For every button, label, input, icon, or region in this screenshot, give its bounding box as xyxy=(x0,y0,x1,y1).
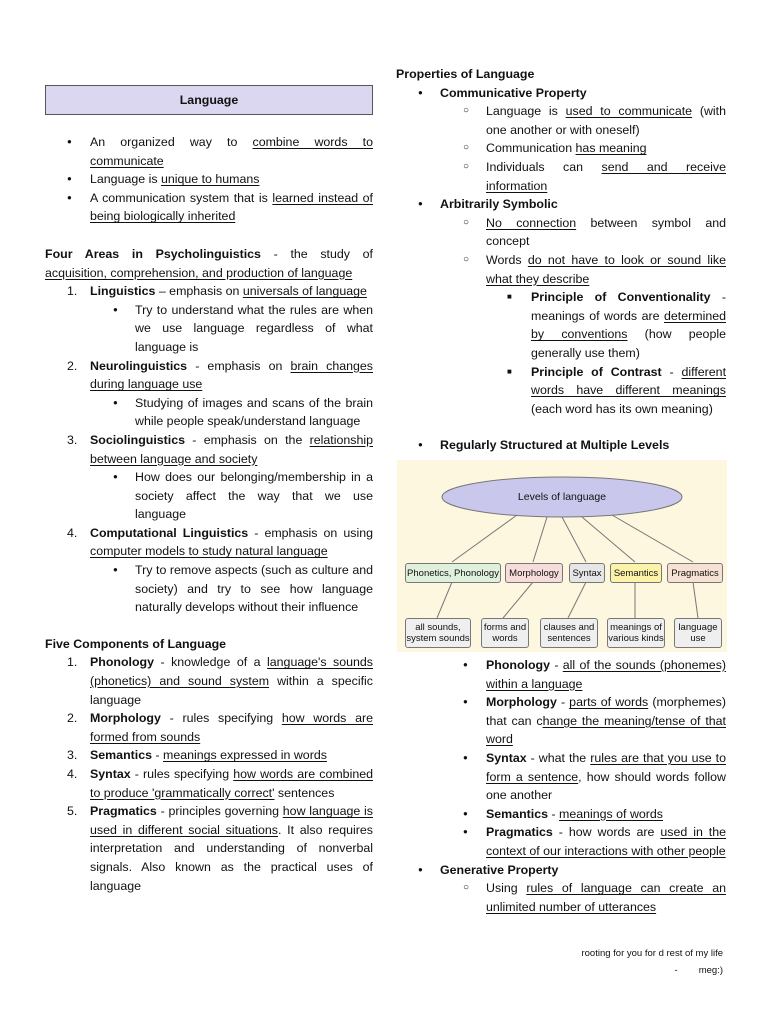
level-node: Semantics xyxy=(610,563,662,583)
level-node: Syntax xyxy=(569,563,605,583)
properties-heading: Properties of Language xyxy=(396,67,535,81)
list-item: ● Pragmatics - how words are used in the context of our interactions with other people xyxy=(396,823,726,860)
list-item: ● An organized way to combine words to communicate xyxy=(45,133,373,170)
list-item: 1. Linguistics – emphasis on universals of language xyxy=(67,284,367,299)
list-item: ● Syntax - what the rules are that you use to form a sentence, how should words follow one another xyxy=(396,749,726,805)
list-item: 2. Morphology - rules specifying how words are formed from sounds xyxy=(67,711,373,744)
list-item: ○ Individuals can send and receive information xyxy=(396,158,726,195)
property-label: ● Regularly Structured at Multiple Levels xyxy=(396,436,726,455)
sub-item: ● Try to understand what the rules are when we use language regardless of what language is xyxy=(45,301,373,357)
sub-item: ● Try to remove aspects (such as culture and society) and try to see how language naturally develops without their influence xyxy=(45,561,373,617)
list-item: ● Language is unique to humans xyxy=(45,170,373,189)
list-item: ○ Words do not have to look or sound like what they describe xyxy=(396,251,726,288)
left-column xyxy=(45,85,373,895)
property-label: ● Communicative Property xyxy=(396,84,726,103)
list-item: 5. Pragmatics - principles governing how language is used in different social situations. It also requires interpretation and understanding of nonverbal signals. Also known as the practical uses of language xyxy=(67,804,374,893)
list-item: ● Semantics - meanings of words xyxy=(396,805,726,824)
list-item: ○ Language is used to communicate (with one another or with oneself) xyxy=(396,102,726,139)
level-desc: forms and words xyxy=(481,618,529,648)
sub-item: ● How does our belonging/membership in a society affect the way that we use language xyxy=(45,468,373,524)
level-desc: all sounds, system sounds xyxy=(405,618,471,648)
right-column-lower xyxy=(396,656,726,916)
list-item: 4. Syntax - rules specifying how words are combined to produce 'grammatically correct' sentences xyxy=(67,767,373,800)
list-item: 2. Neurolinguistics - emphasis on brain changes during language use xyxy=(67,358,373,392)
level-node: Morphology xyxy=(505,563,563,583)
level-desc: clauses and sentences xyxy=(540,618,598,648)
properties-list xyxy=(396,84,726,455)
page-title: Language xyxy=(45,85,373,115)
list-item: ● A communication system that is learned instead of being biologically inherited xyxy=(45,189,373,226)
list-item: ● Morphology - parts of words (morphemes) that can change the meaning/tense of that word xyxy=(396,693,726,749)
four-areas-heading: Four Areas in Psycholinguistics - the study of acquisition, comprehension, and production of language xyxy=(45,246,373,280)
level-desc: language use xyxy=(674,618,722,648)
five-components-heading: Five Components of Language xyxy=(45,636,227,651)
list-item: ● Phonology - all of the sounds (phonemes) within a language xyxy=(396,656,726,693)
list-item: 3. Semantics - meanings expressed in words xyxy=(67,748,327,763)
footer-note: rooting for you for d rest of my life xyxy=(581,948,723,959)
list-item: 3. Sociolinguistics - emphasis on the relationship between language and society xyxy=(67,432,373,466)
level-desc: meanings of various kinds xyxy=(607,618,665,648)
property-label: ● Generative Property xyxy=(396,861,726,880)
list-item: ○ Communication has meaning xyxy=(396,139,726,158)
property-label: ● Arbitrarily Symbolic xyxy=(396,195,726,214)
list-item: ■ Principle of Conventionality - meanings of words are determined by conventions (how people generally use them) xyxy=(396,288,726,362)
diagram-root-label: Levels of language xyxy=(517,490,607,503)
footer-signature: - meg:) xyxy=(674,965,723,976)
definition-list xyxy=(45,133,373,226)
sub-item: ● Studying of images and scans of the brain while people speak/understand language xyxy=(45,394,373,431)
list-item: ○ Using rules of language can create an unlimited number of utterances xyxy=(396,879,726,916)
levels-list xyxy=(396,656,726,916)
list-item: 1. Phonology - knowledge of a language's sounds (phonetics) and sound system within a specific language xyxy=(67,655,374,707)
five-components-list xyxy=(45,653,373,895)
four-areas-list xyxy=(45,282,373,617)
levels-diagram xyxy=(397,460,727,652)
level-node: Pragmatics xyxy=(667,563,723,583)
list-item: ■ Principle of Contrast - different words have different meanings (each word has its own meaning) xyxy=(396,363,726,419)
level-node: Phonetics, Phonology xyxy=(405,563,501,583)
list-item: ○ No connection between symbol and concept xyxy=(396,214,726,251)
list-item: 4. Computational Linguistics - emphasis on using computer models to study natural language xyxy=(67,525,373,559)
right-column xyxy=(396,65,726,455)
